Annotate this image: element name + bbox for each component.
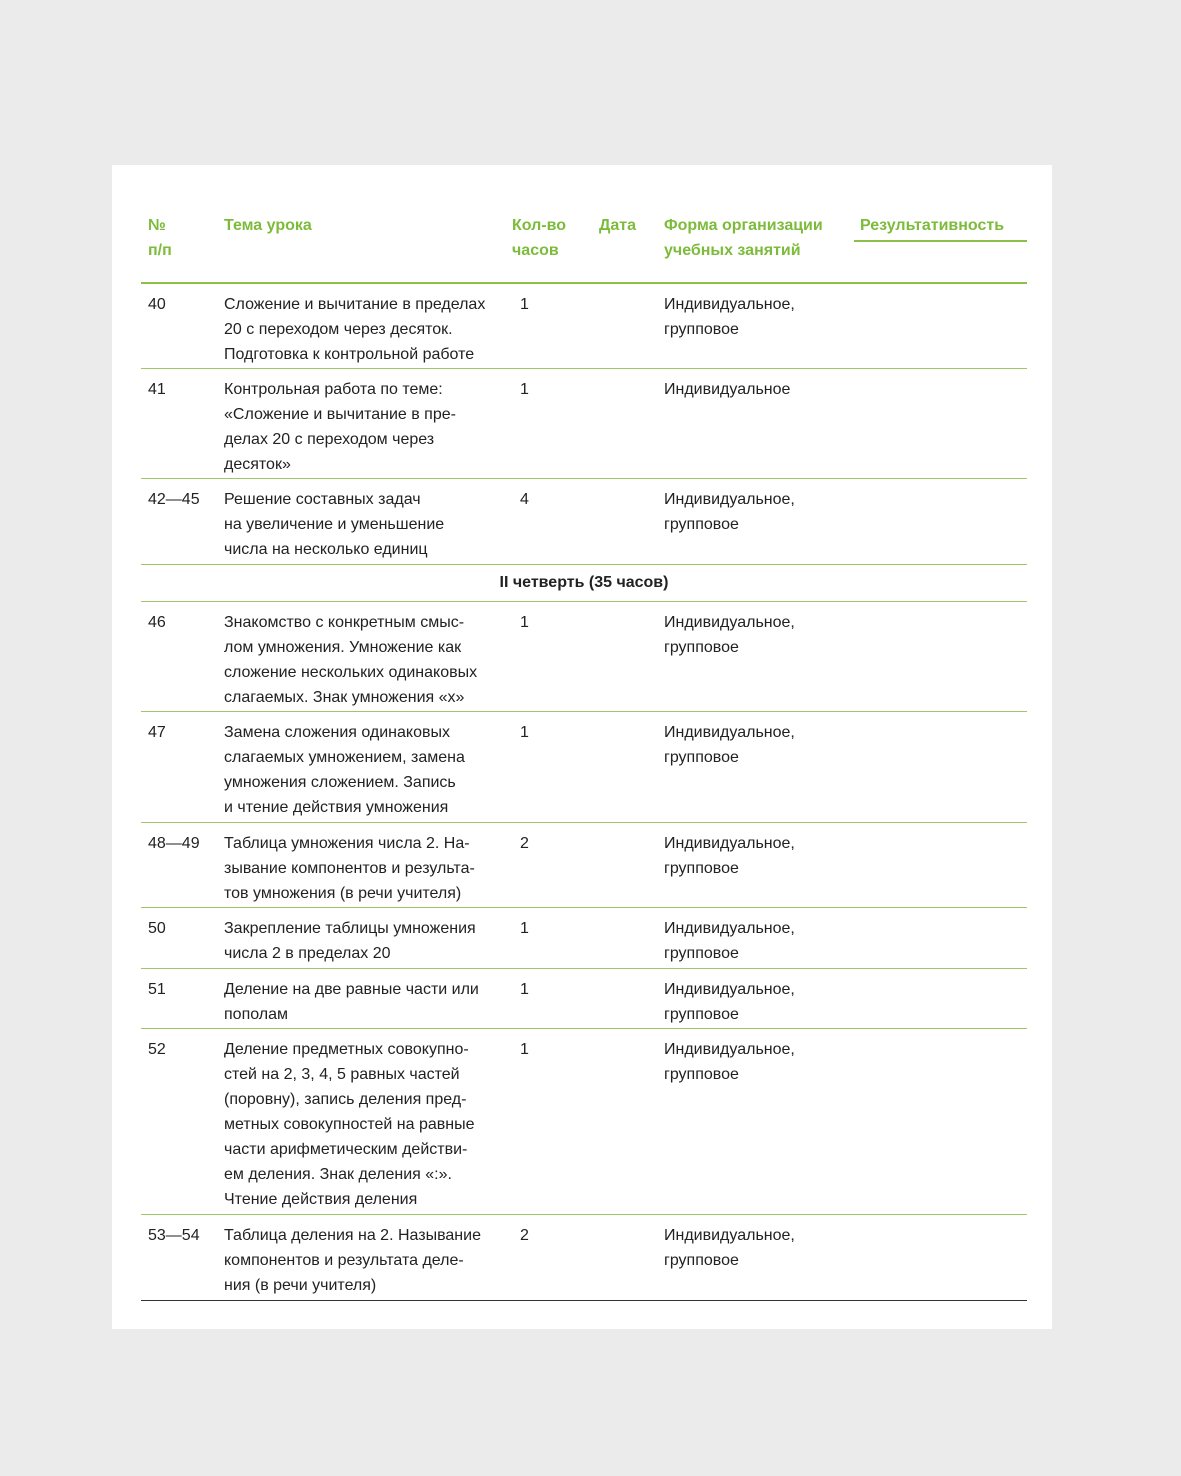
cell-num: 47 [148, 723, 166, 741]
cell-num: 42—45 [148, 490, 200, 508]
cell-hours: 4 [520, 490, 529, 508]
cell-hours: 2 [520, 834, 529, 852]
cell-result [860, 907, 1027, 968]
cell-result [860, 822, 1027, 907]
cell-date [599, 968, 664, 1028]
cell-hours: 1 [520, 980, 529, 998]
cell-form: Индивидуальное, групповое [664, 1040, 795, 1083]
cell-num: 41 [148, 380, 166, 398]
cell-form: Индивидуальное, групповое [664, 490, 795, 533]
table-row [141, 822, 1027, 907]
cell-hours: 2 [520, 1226, 529, 1244]
table-row [141, 968, 1027, 1028]
cell-topic: Решение составных задач на увеличение и уменьшение числа на несколько единиц [224, 490, 445, 558]
cell-topic: Знакомство с конкретным смыс- лом умножения. Умножение как сложение нескольких одинаковых слагаемых. Знак умножения «х» [224, 613, 478, 706]
cell-form: Индивидуальное, групповое [664, 980, 795, 1023]
header-topic: Тема урока [224, 217, 312, 234]
header-num: № п/п [148, 217, 172, 259]
cell-num: 53—54 [148, 1226, 200, 1244]
cell-topic: Таблица деления на 2. Называние компонентов и результата деле- ния (в речи учителя) [224, 1226, 481, 1294]
header-date: Дата [599, 217, 637, 234]
cell-hours: 1 [520, 380, 529, 398]
cell-hours: 1 [520, 613, 529, 631]
cell-topic: Таблица умножения числа 2. На- зывание компонентов и результа- тов умножения (в речи учителя) [224, 834, 475, 902]
cell-num: 40 [148, 296, 166, 313]
cell-form: Индивидуальное [664, 380, 791, 398]
cell-topic: Закрепление таблицы умножения числа 2 в пределах 20 [224, 919, 476, 962]
header-result [860, 209, 1027, 283]
cell-num: 50 [148, 919, 166, 937]
cell-date [599, 1214, 664, 1300]
cell-num: 46 [148, 613, 166, 631]
cell-hours: 1 [520, 723, 529, 741]
table-row [141, 1214, 1027, 1300]
cell-date [599, 283, 664, 368]
cell-result [860, 711, 1027, 822]
cell-hours: 1 [520, 296, 529, 313]
table-row [141, 711, 1027, 822]
cell-date [599, 711, 664, 822]
table-row [141, 368, 1027, 478]
cell-date [599, 368, 664, 478]
table-row [141, 601, 1027, 711]
cell-topic: Деление предметных совокупно- стей на 2, 3, 4, 5 равных частей (поровну), запись деления пред- метных совокупностей на равные части арифметическим действи- ем деления. Знак деления «:». Чтение действия деления [224, 1040, 475, 1208]
table-header [141, 209, 1027, 283]
cell-topic: Сложение и вычитание в пределах 20 с переходом через десяток. Подготовка к контрольной работе [224, 296, 486, 363]
cell-date [599, 478, 664, 564]
cell-topic: Контрольная работа по теме: «Сложение и вычитание в пре- делах 20 с переходом через десяток» [224, 380, 456, 473]
cell-form: Индивидуальное, групповое [664, 919, 795, 962]
section-row [141, 564, 1027, 601]
cell-hours: 1 [520, 1040, 529, 1058]
cell-date [599, 1028, 664, 1214]
header-hours: Кол-во часов [512, 217, 567, 259]
document-page [112, 165, 1052, 1329]
cell-form: Индивидуальное, групповое [664, 1226, 795, 1269]
cell-result [860, 478, 1027, 564]
cell-num: 51 [148, 980, 166, 998]
table-row [141, 907, 1027, 968]
table-row [141, 478, 1027, 564]
cell-date [599, 601, 664, 711]
cell-num: 48—49 [148, 834, 200, 852]
cell-date [599, 822, 664, 907]
cell-form: Индивидуальное, групповое [664, 613, 795, 656]
cell-topic: Замена сложения одинаковых слагаемых умножением, замена умножения сложением. Запись и чтение действия умножения [224, 723, 465, 816]
cell-form: Индивидуальное, групповое [664, 723, 795, 766]
cell-form: Индивидуальное, групповое [664, 834, 795, 877]
table-row [141, 1028, 1027, 1214]
cell-hours: 1 [520, 919, 529, 937]
header-form: Форма организации учебных занятий [664, 217, 823, 259]
cell-num: 52 [148, 1040, 166, 1058]
section-title: II четверть (35 часов) [499, 573, 669, 591]
table-row [141, 283, 1027, 368]
header-result-label: Результативность [854, 213, 1027, 242]
cell-result [860, 601, 1027, 711]
cell-form: Индивидуальное, групповое [664, 296, 795, 338]
cell-result [860, 368, 1027, 478]
cell-result [860, 1028, 1027, 1214]
cell-date [599, 907, 664, 968]
cell-topic: Деление на две равные части или пополам [224, 980, 479, 1023]
lesson-plan-table [141, 209, 1027, 1301]
cell-result [860, 283, 1027, 368]
cell-result [860, 968, 1027, 1028]
cell-result [860, 1214, 1027, 1300]
